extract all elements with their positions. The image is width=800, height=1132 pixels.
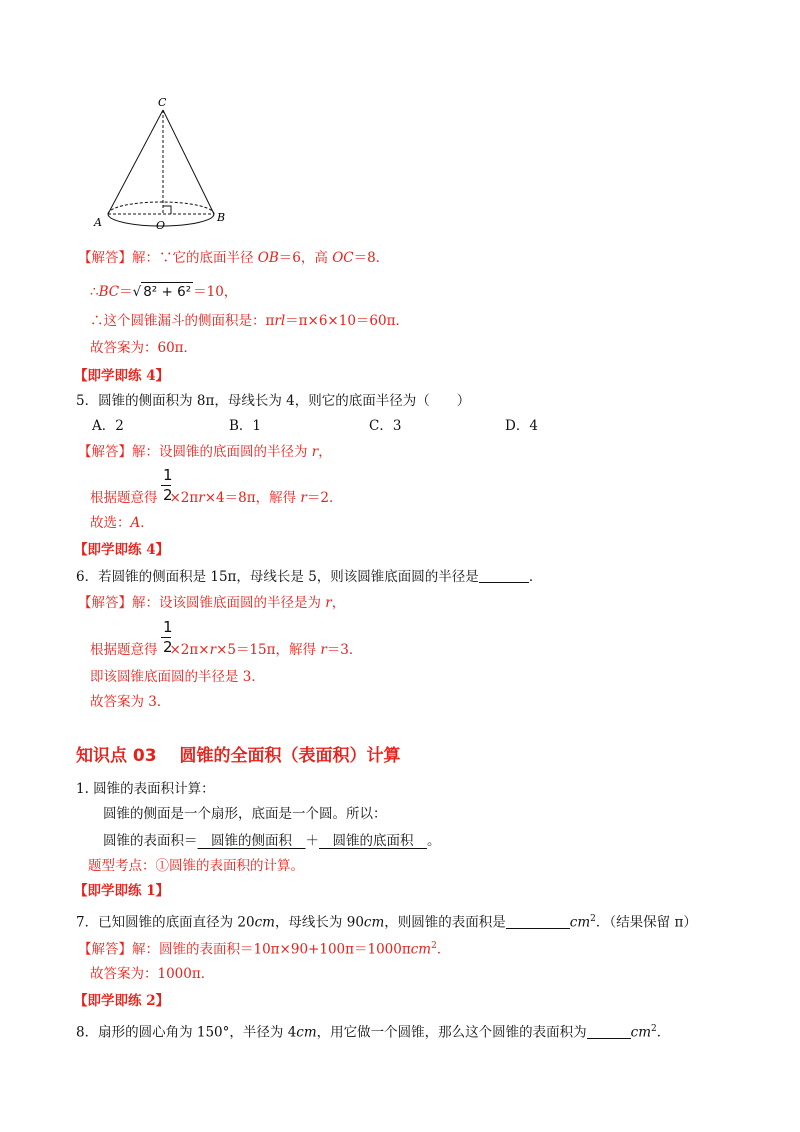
q5-option-c: C．3 [369, 418, 402, 434]
q7-sol-line1: 【解答】解：圆锥的表面积＝10π×90+100π＝1000πcm$^2$． [78, 941, 451, 958]
question-6: 6．若圆锥的侧面积是 15π，母线长是 5，则该圆锥底面圆的半径是 ． [76, 569, 543, 585]
q6-fraction-numerator: 1 [163, 618, 173, 636]
q6-sol-line4: 故答案为 3． [90, 694, 171, 710]
q6-fraction-denominator: 2 [163, 638, 173, 656]
answer-blank[interactable] [479, 568, 529, 583]
q6-sol-line3: 即该圆锥底面圆的半径是 3． [90, 669, 265, 685]
practice-header: 【即学即练 1】 [74, 883, 170, 899]
label-o: O [156, 219, 166, 231]
cone-slant-right [163, 110, 214, 214]
answer-blank[interactable] [587, 1024, 631, 1039]
label-c: C [158, 96, 167, 109]
label-b: B [217, 211, 226, 224]
q5-option-d: D．4 [505, 418, 538, 434]
solution-tag: 【解答】 [78, 595, 132, 611]
kp-line2: 圆锥的表面积＝ 圆锥的侧面积 ＋ 圆锥的底面积 。 [103, 833, 441, 849]
question-8: 8．扇形的圆心角为 150°，半径为 4cm，用它做一个圆锥，那么这个圆锥的表面积为 $cm^2$． [76, 1024, 671, 1041]
q6-sol-line2: 根据题意得 ×2π×r×5＝15π，解得 r＝3． [90, 642, 363, 658]
cone-base-back [108, 202, 214, 214]
q5-option-a: A．2 [92, 418, 124, 434]
q7-sol-line2: 故答案为：1000π． [90, 966, 215, 982]
ex4-sol-line4: 故答案为：60π． [90, 340, 198, 356]
q5-fraction-denominator: 2 [163, 486, 173, 504]
practice-header: 【即学即练 4】 [74, 542, 170, 558]
q5-sol-line2: 根据题意得 ×2πr×4＝8π，解得 r＝2． [90, 490, 343, 506]
solution-tag: 【解答】 [78, 250, 132, 266]
question-7: 7．已知圆锥的底面直径为 20cm，母线长为 90cm，则圆锥的表面积是 $cm^2$．（结果保留 π） [76, 914, 697, 931]
answer-blank[interactable] [506, 914, 570, 929]
cone-slant-left [108, 110, 163, 214]
kp-heading: 1. 圆锥的表面积计算： [76, 781, 215, 797]
solution-tag: 【解答】 [78, 941, 132, 958]
label-a: A [94, 216, 102, 229]
q5-sol-line3: 故选：A． [90, 515, 154, 531]
right-angle-mark [163, 206, 171, 214]
kp-line1: 圆锥的侧面是一个扇形，底面是一个圆。所以： [103, 806, 387, 822]
ex4-sol-line2: ∴BC＝√ 8² + 6² ＝10， [90, 284, 238, 300]
sqrt-expression: √ 8² + 6² [132, 284, 192, 300]
practice-header: 【即学即练 4】 [74, 368, 170, 384]
ex4-sol-line3: ∴这个圆锥漏斗的侧面积是：πrl＝π×6×10＝60π． [90, 313, 409, 329]
cone-diagram [88, 96, 238, 231]
q5-sol-line1: 【解答】解：设圆锥的底面圆的半径为 r， [78, 444, 332, 460]
section-title: 知识点 03 圆锥的全面积（表面积）计算 [76, 746, 401, 766]
solution-tag: 【解答】 [78, 444, 132, 460]
q5-option-b: B．1 [229, 418, 262, 434]
filled-blank-base-area: 圆锥的底面积 [319, 833, 427, 849]
ex4-sol-line1: 【解答】解：∵它的底面半径 OB＝6，高 OC＝8． [78, 250, 390, 266]
practice-header: 【即学即练 2】 [74, 993, 170, 1009]
q5-fraction-numerator: 1 [163, 466, 173, 484]
question-5: 5．圆锥的侧面积为 8π，母线长为 4，则它的底面半径为（ ） [76, 393, 471, 409]
q6-sol-line1: 【解答】解：设该圆锥底面圆的半径是为 r， [78, 595, 346, 611]
filled-blank-lateral-area: 圆锥的侧面积 [197, 833, 306, 849]
kp-topic: 题型考点：①圆锥的表面积的计算。 [88, 858, 304, 874]
